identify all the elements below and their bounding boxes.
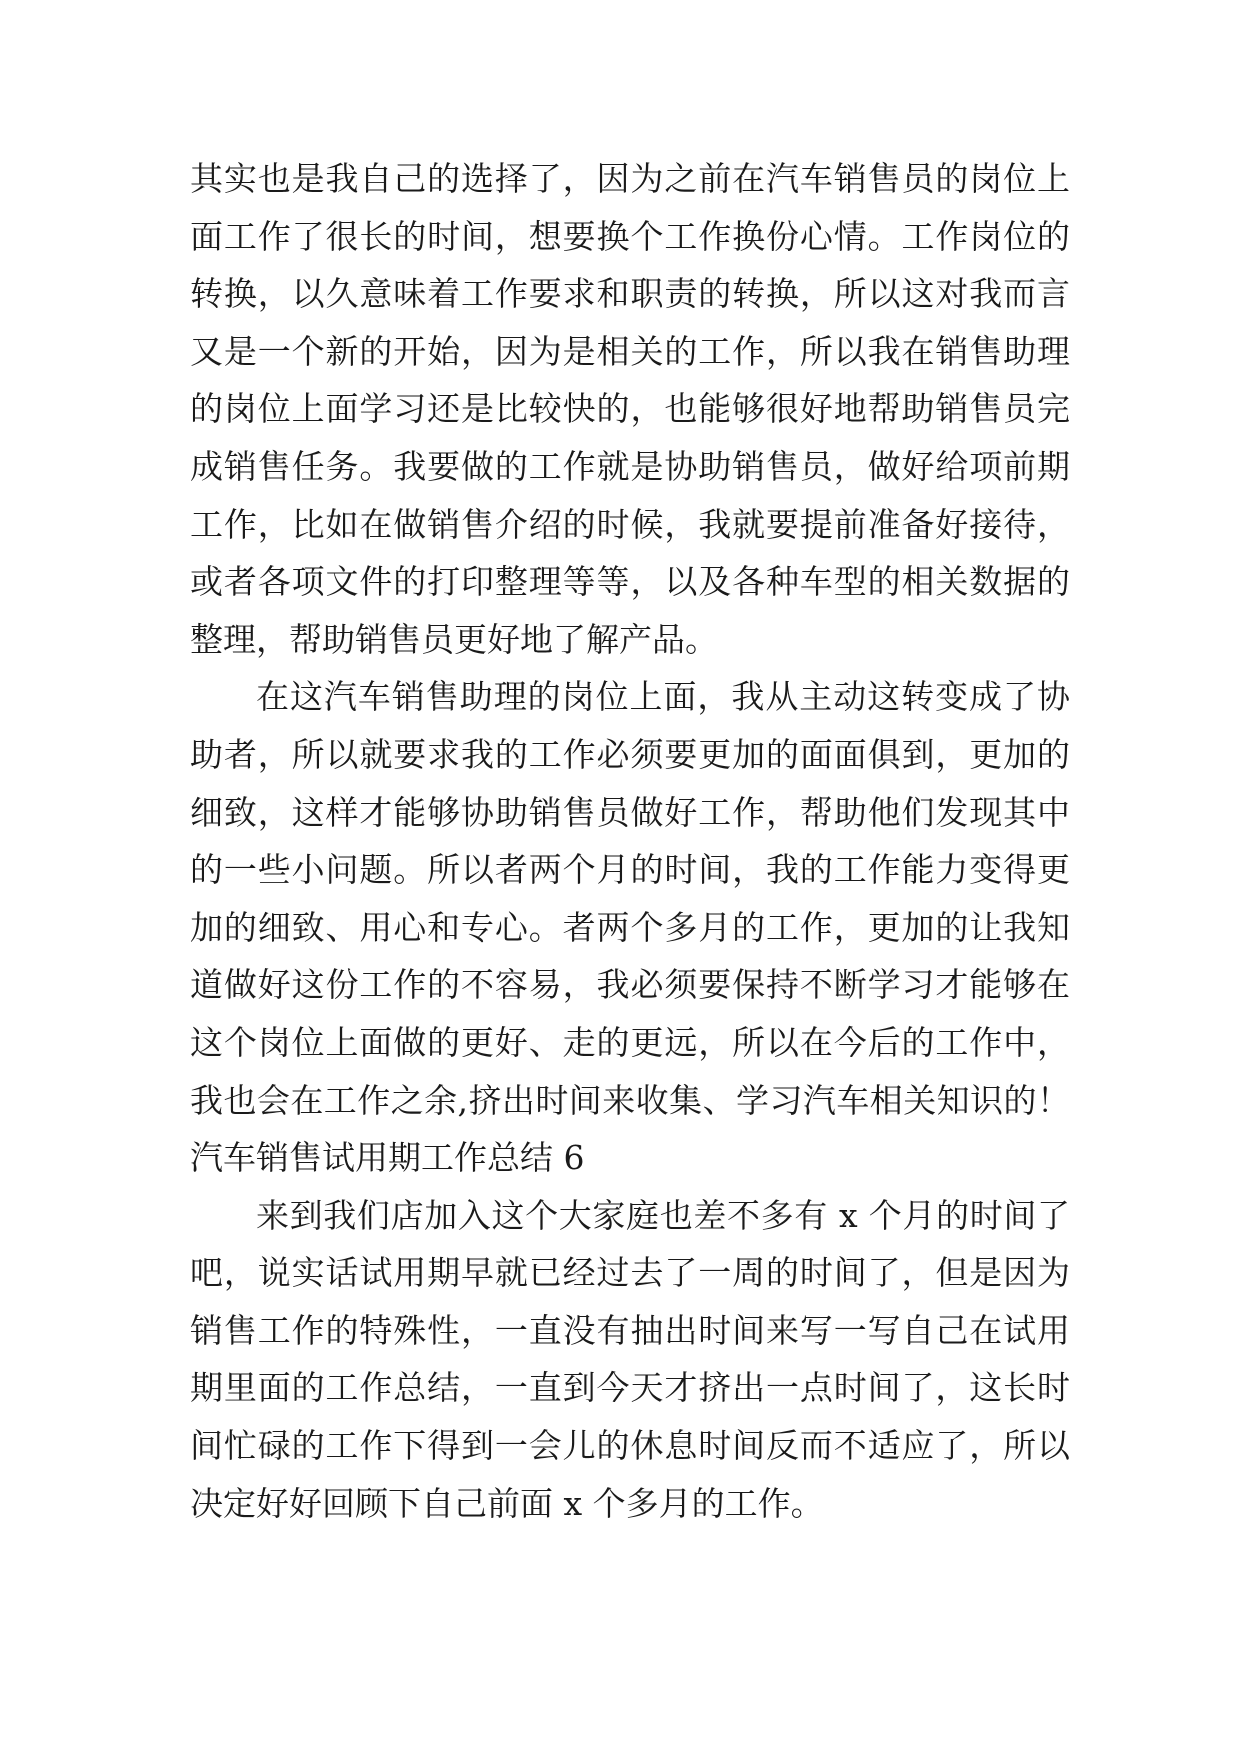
- paragraph-line: 的岗位上面学习还是比较快的，也能够很好地帮助销售员完: [190, 389, 1070, 429]
- document-body: [190, 150, 1070, 1532]
- paragraph-line: 助者，所以就要求我的工作必须要更加的面面俱到，更加的: [190, 734, 1070, 774]
- paragraph-line: 细致，这样才能够协助销售员做好工作，帮助他们发现其中: [190, 792, 1070, 832]
- paragraph-line: 吧，说实话试用期早就已经过去了一周的时间了，但是因为: [190, 1253, 1070, 1293]
- paragraph-line: 加的细致、用心和专心。者两个多月的工作，更加的让我知: [190, 907, 1070, 947]
- paragraph-line: 间忙碌的工作下得到一会儿的休息时间反而不适应了，所以: [190, 1426, 1070, 1466]
- paragraph-2: [190, 668, 1070, 1129]
- paragraph-line: 决定好好回顾下自己前面 x 个多月的工作。: [190, 1483, 824, 1523]
- paragraph-line: 这个岗位上面做的更好、走的更远，所以在今后的工作中，: [190, 1022, 1070, 1062]
- paragraph-line: 或者各项文件的打印整理等等，以及各种车型的相关数据的: [190, 562, 1070, 602]
- paragraph-line: 的一些小问题。所以者两个月的时间，我的工作能力变得更: [190, 850, 1070, 890]
- paragraph-line: 转换，以久意味着工作要求和职责的转换，所以这对我而言: [190, 274, 1070, 314]
- paragraph-line: 来到我们店加入这个大家庭也差不多有 x 个月的时间了: [256, 1195, 1070, 1235]
- paragraph-line: 工作，比如在做销售介绍的时候，我就要提前准备好接待，: [190, 504, 1070, 544]
- paragraph-1: [190, 150, 1070, 668]
- paragraph-line: 销售工作的特殊性，一直没有抽出时间来写一写自己在试用: [190, 1310, 1070, 1350]
- paragraph-line: 成销售任务。我要做的工作就是协助销售员，做好给项前期: [190, 446, 1070, 486]
- paragraph-line: 其实也是我自己的选择了，因为之前在汽车销售员的岗位上: [190, 159, 1070, 198]
- paragraph-line: 在这汽车销售助理的岗位上面，我从主动这转变成了协: [256, 677, 1070, 717]
- paragraph-line: 道做好这份工作的不容易，我必须要保持不断学习才能够在: [190, 965, 1070, 1005]
- paragraph-line: 又是一个新的开始，因为是相关的工作，所以我在销售助理: [190, 331, 1070, 371]
- paragraph-3: [190, 1187, 1070, 1533]
- paragraph-line: 面工作了很长的时间，想要换个工作换份心情。工作岗位的: [190, 216, 1070, 256]
- paragraph-line: 期里面的工作总结，一直到今天才挤出一点时间了，这长时: [190, 1368, 1070, 1408]
- paragraph-line: 整理，帮助销售员更好地了解产品。: [190, 619, 718, 659]
- paragraph-line: 我也会在工作之余,挤出时间来收集、学习汽车相关知识的！: [190, 1080, 1070, 1120]
- section-heading: 汽车销售试用期工作总结 6: [190, 1138, 585, 1178]
